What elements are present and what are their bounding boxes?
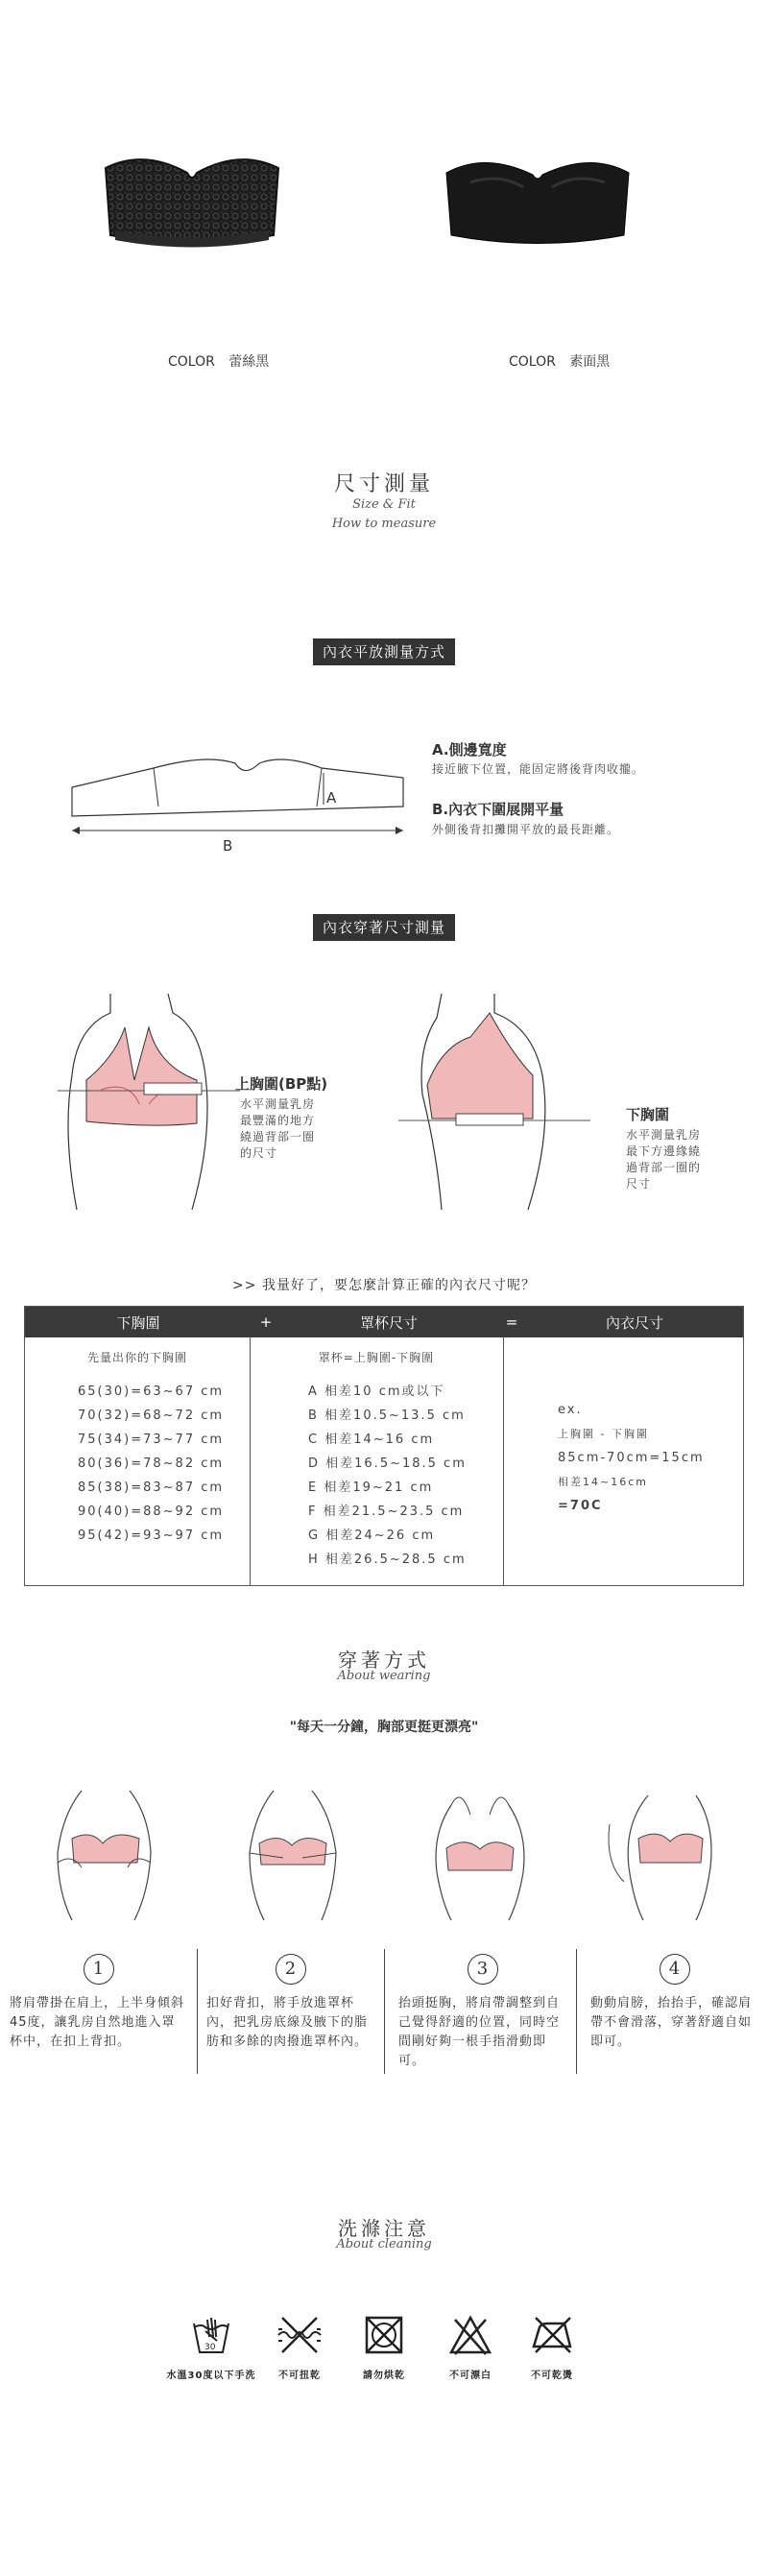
color-label: COLOR bbox=[168, 354, 215, 370]
lace-bra-image bbox=[96, 144, 288, 254]
header-cup: 罩杯尺寸 bbox=[359, 1313, 418, 1332]
color-label: COLOR bbox=[509, 354, 556, 370]
upper-bust-desc: 水平測量乳房 最豐滿的地方 繞過背部一圈 的尺寸 bbox=[240, 1097, 316, 1160]
upper-bust-title: 上胸圍(BP點) bbox=[235, 1075, 328, 1093]
mannequin-side-diagram bbox=[398, 989, 590, 1210]
wearing-step-1 bbox=[10, 1954, 187, 2052]
size-table bbox=[24, 1306, 744, 1586]
wear-measure-banner: 內衣穿著尺寸測量 bbox=[313, 914, 455, 941]
wearing-step-4 bbox=[590, 1954, 758, 2052]
example-row: ex. bbox=[558, 1403, 583, 1417]
step-text: 將肩帶掛在肩上，上半身傾斜45度，讓乳房自然地進入罩杯中，在扣上背扣。 bbox=[10, 1996, 185, 2049]
a-title: A.側邊寬度 bbox=[432, 741, 507, 758]
color-lace bbox=[168, 351, 269, 371]
cup-row: E 相差19~21 cm bbox=[308, 1481, 434, 1495]
under-bust-row: 90(40)=88~92 cm bbox=[78, 1505, 225, 1519]
wearing-step4-illustration bbox=[605, 1786, 730, 1920]
col1-sub: 先量出你的下胸圍 bbox=[86, 1351, 187, 1364]
size-section-script2: How to measure bbox=[331, 517, 437, 531]
b-title: B.內衣下圍展開平量 bbox=[432, 801, 564, 818]
example-row: 上胸圍 - 下胸圍 bbox=[558, 1428, 649, 1440]
color-name: 蕾絲黑 bbox=[228, 354, 270, 370]
hand-wash-30-icon bbox=[190, 2314, 232, 2356]
example-row: 85cm-70cm=15cm bbox=[558, 1451, 705, 1465]
header-under-bust: 下胸圍 bbox=[116, 1313, 160, 1332]
under-bust-row: 95(42)=93~97 cm bbox=[78, 1529, 225, 1543]
wearing-step2-illustration bbox=[230, 1786, 355, 1920]
wearing-script: About wearing bbox=[337, 1669, 431, 1683]
example-row: 相差14~16cm bbox=[558, 1476, 648, 1488]
under-bust-row: 75(34)=73~77 cm bbox=[78, 1432, 225, 1447]
cup-row: D 相差16.5~18.5 cm bbox=[308, 1457, 467, 1471]
lower-bust-desc: 水平測量乳房 最下方邊緣繞 過背部一圈的 尺寸 bbox=[626, 1128, 702, 1191]
col2-sub: 罩杯=上胸圍-下胸圍 bbox=[318, 1351, 435, 1364]
col2-list bbox=[308, 1380, 467, 1572]
no-tumble-dry-label: 請勿烘乾 bbox=[363, 2371, 405, 2381]
wearing-quote: "每天一分鐘，胸部更挺更漂亮" bbox=[289, 1720, 479, 1735]
svg-text:30: 30 bbox=[204, 2343, 216, 2352]
flat-bra-diagram bbox=[62, 739, 408, 845]
cup-row: B 相差10.5~13.5 cm bbox=[308, 1408, 466, 1423]
cup-row: G 相差24~26 cm bbox=[308, 1529, 436, 1543]
under-bust-row: 80(36)=78~82 cm bbox=[78, 1457, 225, 1471]
step-text: 扣好背扣，將手放進罩杯內，把乳房底線及腋下的脂肪和多餘的肉撥進罩杯內。 bbox=[206, 1996, 369, 2049]
washing-script: About cleaning bbox=[336, 2237, 432, 2251]
wearing-step1-illustration bbox=[43, 1786, 168, 1920]
a-desc: 接近腋下位置，能固定將後背肉收攏。 bbox=[432, 762, 645, 776]
no-iron-label: 不可乾燙 bbox=[531, 2371, 573, 2381]
hand-wash-label: 水溫30度以下手洗 bbox=[166, 2371, 256, 2381]
no-iron-icon bbox=[528, 2314, 576, 2356]
step-number: 4 bbox=[660, 1954, 690, 1985]
lower-bust-title: 下胸圍 bbox=[626, 1106, 670, 1123]
no-wring-icon bbox=[276, 2314, 323, 2356]
step-text: 抬頭挺胸，將肩帶調整到自己覺得舒適的位置，同時空間剛好夠一根手指滑動即可。 bbox=[398, 1996, 561, 2068]
color-name: 素面黑 bbox=[569, 354, 611, 370]
wearing-title: 穿著方式 bbox=[338, 1649, 430, 1672]
color-plain bbox=[509, 351, 610, 371]
under-bust-row: 65(30)=63~67 cm bbox=[78, 1384, 225, 1399]
flat-measure-banner: 內衣平放測量方式 bbox=[313, 638, 455, 665]
b-desc: 外側後背扣攤開平放的最長距離。 bbox=[432, 823, 620, 836]
step-number: 1 bbox=[84, 1954, 114, 1985]
no-tumble-dry-icon bbox=[363, 2314, 405, 2356]
mannequin-front-diagram bbox=[58, 989, 250, 1210]
size-question: >> 我量好了，要怎麼計算正確的內衣尺寸呢？ bbox=[232, 1278, 536, 1293]
cup-row: H 相差26.5~28.5 cm bbox=[308, 1553, 467, 1567]
step-number: 2 bbox=[276, 1954, 306, 1985]
no-bleach-label: 不可漂白 bbox=[449, 2371, 492, 2381]
example-result: =70C bbox=[558, 1499, 603, 1513]
wearing-step-2 bbox=[206, 1954, 374, 2052]
step-number: 3 bbox=[468, 1954, 498, 1985]
header-plus: + bbox=[259, 1313, 273, 1331]
label-a: A bbox=[326, 789, 337, 807]
wearing-step-3 bbox=[398, 1954, 566, 2071]
col3-example bbox=[558, 1398, 705, 1518]
cup-row: F 相差21.5~23.5 cm bbox=[308, 1505, 465, 1519]
no-wring-label: 不可扭乾 bbox=[278, 2371, 321, 2381]
cup-row: A 相差10 cm或以下 bbox=[308, 1384, 445, 1399]
header-bra-size: 內衣尺寸 bbox=[605, 1313, 663, 1332]
header-equals: = bbox=[505, 1313, 518, 1331]
under-bust-row: 70(32)=68~72 cm bbox=[78, 1408, 225, 1423]
wearing-step3-illustration bbox=[413, 1786, 547, 1920]
under-bust-row: 85(38)=83~87 cm bbox=[78, 1481, 225, 1495]
size-section-title: 尺寸測量 bbox=[333, 472, 434, 496]
washing-title: 洗滌注意 bbox=[338, 2217, 430, 2240]
col1-list bbox=[78, 1380, 224, 1548]
cup-row: C 相差14~16 cm bbox=[308, 1432, 435, 1447]
size-section-script1: Size & Fit bbox=[352, 497, 416, 512]
label-b: B bbox=[223, 837, 233, 855]
no-bleach-icon bbox=[447, 2314, 493, 2356]
plain-bra-image bbox=[432, 144, 643, 254]
size-table-header bbox=[25, 1307, 743, 1337]
step-text: 動動肩膀，抬抬手，確認肩帶不會滑落，穿著舒適自如即可。 bbox=[590, 1996, 753, 2049]
